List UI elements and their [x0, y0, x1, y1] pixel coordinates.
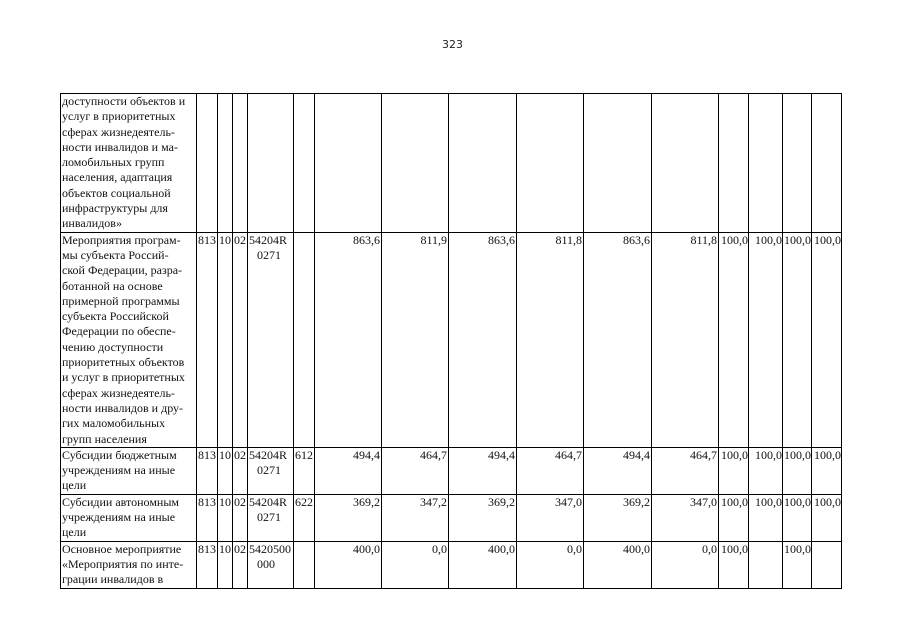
amount-cell: 811,8: [652, 232, 719, 447]
amount-cell: 0,0: [517, 541, 584, 588]
expense-type-cell: 612: [294, 447, 315, 494]
target-item-cell: [248, 232, 294, 447]
amount-cell: [652, 94, 719, 233]
amount-cell: 494,4: [315, 447, 382, 494]
subsection-code-cell: 02: [233, 447, 248, 494]
amount-cell: [382, 94, 449, 233]
percent-cell: 100,0: [719, 447, 749, 494]
amount-cell: 494,4: [584, 447, 652, 494]
item-name-line: учреждениям на иные: [62, 510, 176, 525]
percent-cell: 100,0: [783, 232, 812, 447]
percent-cell: 100,0: [812, 447, 842, 494]
target-item-code-part2: 0271: [257, 510, 281, 525]
item-name-line: услуг в приоритетных: [62, 109, 176, 124]
percent-cell: [719, 94, 749, 233]
section-code-cell: 10: [218, 232, 233, 447]
grbs-code-cell: 813: [197, 447, 218, 494]
item-name-line: Субсидии бюджетным: [62, 447, 177, 462]
amount-cell: 464,7: [382, 447, 449, 494]
percent-cell: 100,0: [719, 494, 749, 541]
amount-cell: 347,0: [517, 494, 584, 541]
percent-cell: 100,0: [719, 232, 749, 447]
amount-cell: 347,0: [652, 494, 719, 541]
percent-cell: [783, 94, 812, 233]
item-name-line: цели: [62, 478, 87, 493]
target-item-cell: [248, 447, 294, 494]
percent-cell: 100,0: [749, 232, 783, 447]
amount-cell: 863,6: [315, 232, 382, 447]
item-name-line: сферах жизнедеятель-: [62, 124, 175, 139]
target-item-code-part1: 5420500: [249, 541, 291, 556]
section-code-cell: 10: [218, 494, 233, 541]
item-name-line: групп населения: [62, 431, 147, 446]
item-name-line: сферах жизнедеятель-: [62, 385, 175, 400]
target-item-cell: [248, 541, 294, 588]
section-code-cell: [218, 94, 233, 233]
item-name-line: инфраструктуры для: [62, 201, 168, 216]
expense-type-cell: [294, 94, 315, 233]
item-name-line: ботанной на основе: [62, 278, 163, 293]
item-name-line: объектов социальной: [62, 185, 171, 200]
percent-cell: 100,0: [783, 447, 812, 494]
amount-cell: 347,2: [382, 494, 449, 541]
item-name-line: ности инвалидов и ма-: [62, 139, 178, 154]
amount-cell: 0,0: [652, 541, 719, 588]
item-name-line: примерной программы: [62, 293, 180, 308]
item-name-cell: [61, 447, 197, 494]
amount-cell: 494,4: [449, 447, 517, 494]
section-code-cell: 10: [218, 541, 233, 588]
item-name-line: Субсидии автономным: [62, 494, 179, 509]
item-name-line: Федерации по обеспе-: [62, 324, 176, 339]
amount-cell: 811,9: [382, 232, 449, 447]
percent-cell: 100,0: [749, 447, 783, 494]
item-name-line: Мероприятия програм-: [62, 232, 181, 247]
item-name-line: ломобильных групп: [62, 155, 165, 170]
percent-cell: 100,0: [812, 494, 842, 541]
grbs-code-cell: 813: [197, 494, 218, 541]
subsection-code-cell: 02: [233, 494, 248, 541]
amount-cell: [517, 94, 584, 233]
item-name-line: гих маломобильных: [62, 416, 166, 431]
target-item-code-part1: 54204R: [249, 447, 288, 462]
amount-cell: [315, 94, 382, 233]
target-item-code-part2: 0271: [257, 463, 281, 478]
amount-cell: 0,0: [382, 541, 449, 588]
percent-cell: [812, 541, 842, 588]
amount-cell: 369,2: [584, 494, 652, 541]
grbs-code-cell: [197, 94, 218, 233]
item-name-line: «Мероприятия по инте-: [62, 556, 184, 571]
table-row: [61, 541, 842, 588]
subsection-code-cell: 02: [233, 232, 248, 447]
item-name-line: мы субъекта Россий-: [62, 247, 169, 262]
table-row: [61, 447, 842, 494]
amount-cell: 369,2: [315, 494, 382, 541]
item-name-line: чению доступности: [62, 339, 164, 354]
item-name-line: инвалидов»: [62, 216, 122, 231]
percent-cell: [749, 94, 783, 233]
amount-cell: 369,2: [449, 494, 517, 541]
amount-cell: 464,7: [517, 447, 584, 494]
target-item-cell: [248, 494, 294, 541]
subsection-code-cell: 02: [233, 541, 248, 588]
item-name-line: ности инвалидов и дру-: [62, 400, 184, 415]
percent-cell: [812, 94, 842, 233]
target-item-code-part2: 0271: [257, 247, 281, 262]
target-item-code-part1: 54204R: [249, 232, 288, 247]
target-item-code-part2: 000: [257, 556, 275, 571]
item-name-line: приоритетных объектов: [62, 355, 185, 370]
expense-type-cell: 622: [294, 494, 315, 541]
table-row: [61, 494, 842, 541]
target-item-code-part1: 54204R: [249, 494, 288, 509]
item-name-line: субъекта Российской: [62, 309, 169, 324]
subsection-code-cell: [233, 94, 248, 233]
section-code-cell: 10: [218, 447, 233, 494]
page-number: 323: [442, 38, 463, 51]
item-name-line: доступности объектов и: [62, 94, 186, 108]
percent-cell: 100,0: [719, 541, 749, 588]
grbs-code-cell: 813: [197, 541, 218, 588]
amount-cell: [449, 94, 517, 233]
target-item-cell: [248, 94, 294, 233]
amount-cell: 863,6: [449, 232, 517, 447]
table-row: [61, 232, 842, 447]
percent-cell: [749, 541, 783, 588]
grbs-code-cell: 813: [197, 232, 218, 447]
item-name-cell: [61, 541, 197, 588]
amount-cell: 400,0: [584, 541, 652, 588]
item-name-cell: [61, 94, 197, 233]
amount-cell: 811,8: [517, 232, 584, 447]
amount-cell: 400,0: [449, 541, 517, 588]
item-name-cell: [61, 494, 197, 541]
percent-cell: 100,0: [783, 541, 812, 588]
percent-cell: 100,0: [812, 232, 842, 447]
item-name-line: и услуг в приоритетных: [62, 370, 185, 385]
percent-cell: 100,0: [749, 494, 783, 541]
item-name-line: Основное мероприятие: [62, 541, 182, 556]
amount-cell: [584, 94, 652, 233]
budget-table: [60, 93, 842, 589]
expense-type-cell: [294, 541, 315, 588]
item-name-line: учреждениям на иные: [62, 463, 176, 478]
item-name-line: ской Федерации, разра-: [62, 263, 183, 278]
item-name-cell: [61, 232, 197, 447]
item-name-line: грации инвалидов в: [62, 572, 164, 587]
table-row: [61, 94, 842, 233]
amount-cell: 464,7: [652, 447, 719, 494]
amount-cell: 863,6: [584, 232, 652, 447]
item-name-line: цели: [62, 525, 87, 540]
expense-type-cell: [294, 232, 315, 447]
amount-cell: 400,0: [315, 541, 382, 588]
percent-cell: 100,0: [783, 494, 812, 541]
item-name-line: населения, адаптация: [62, 170, 173, 185]
